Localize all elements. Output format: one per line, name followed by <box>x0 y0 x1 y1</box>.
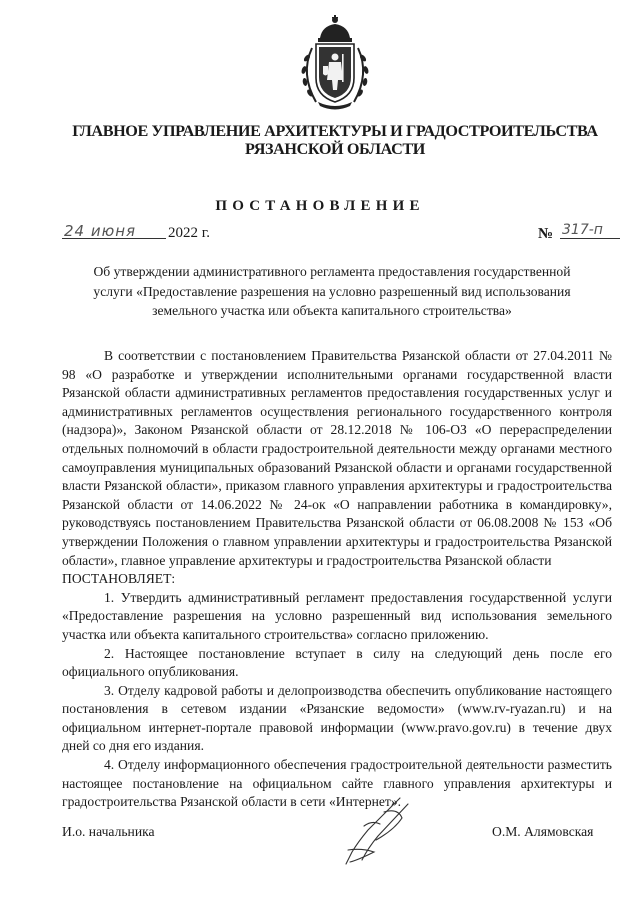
subject-line: услуги «Предоставление разрешения на условно разрешенный вид использования <box>93 283 571 299</box>
number-label: № <box>538 226 554 242</box>
order-item: 1. Утвердить административный регламент предоставления государственной услуги «Предоставление разрешения на условно разрешенный вид использования земельного участка или объекта капитального строительства» согласно приложению. <box>62 589 612 642</box>
coat-of-arms-icon <box>294 14 376 112</box>
document-body <box>62 347 612 812</box>
number-underline <box>560 238 620 239</box>
signatory-position: И.о. начальника <box>62 824 155 839</box>
date-year: 2022 г. <box>168 225 210 241</box>
document-subject <box>62 262 602 321</box>
signatory-name: О.М. Алямовская <box>492 824 594 839</box>
organization-name-line2: РЯЗАНСКОЙ ОБЛАСТИ <box>245 140 425 158</box>
handwritten-document-number: 317-п <box>562 222 603 238</box>
subject-line: Об утверждении административного регламента предоставления государственной <box>93 264 571 279</box>
subject-line: земельного участка или объекта капитального строительства» <box>152 303 512 318</box>
handwritten-date: 24 июня <box>64 222 137 240</box>
document-type-title: ПОСТАНОВЛЕНИЕ <box>215 198 425 214</box>
date-underline <box>62 238 166 239</box>
order-item: 4. Отделу информационного обеспечения градостроительной деятельности разместить настоящее постановление на официальном сайте главного управления архитектуры и градостроительства Рязанской области в сети «Интернет». <box>62 757 612 810</box>
handwritten-signature-icon <box>328 790 438 880</box>
organization-name-line1: ГЛАВНОЕ УПРАВЛЕНИЕ АРХИТЕКТУРЫ И ГРАДОСТРОИТЕЛЬСТВА <box>72 122 598 140</box>
order-item: 2. Настоящее постановление вступает в силу на следующий день после его официального опубликования. <box>62 645 612 680</box>
preamble-paragraph: В соответствии с постановлением Правительства Рязанской области от 27.04.2011 № 98 «О разработке и утверждении исполнительными органами государственной власти Рязанской области административных регламентов предоставления государственных услуг и административных регламентов осуществления регионального государственного контроля (надзора)», Законом Рязанской области от 28.12.2018 № 106-ОЗ «О перераспределении отдельных полномочий в области градостроительной деятельности между органами местного самоуправления муниципальных образований Рязанской области и органами государственной власти Рязанской области», приказом главного управления архитектуры и градостроительства Рязанской области от 14.06.2022 № 24-ок «О направлении работника в командировку», руководствуясь постановлением Правительства Рязанской области от 06.08.2008 № 153 «Об утверждении Положения о главном управлении архитектуры и градостроительства Рязанской области», главное управление архитектуры и градостроительства Рязанской области <box>62 348 612 568</box>
order-item: 3. Отделу кадровой работы и делопроизводства обеспечить опубликование настоящего постановления в сетевом издании «Рязанские ведомости» (www.rv-ryazan.ru) и на официальном интернет-портале правовой информации (www.pravo.gov.ru) в течение двух дней со дня его издания. <box>62 682 612 754</box>
resolves-heading: ПОСТАНОВЛЯЕТ: <box>62 571 176 587</box>
